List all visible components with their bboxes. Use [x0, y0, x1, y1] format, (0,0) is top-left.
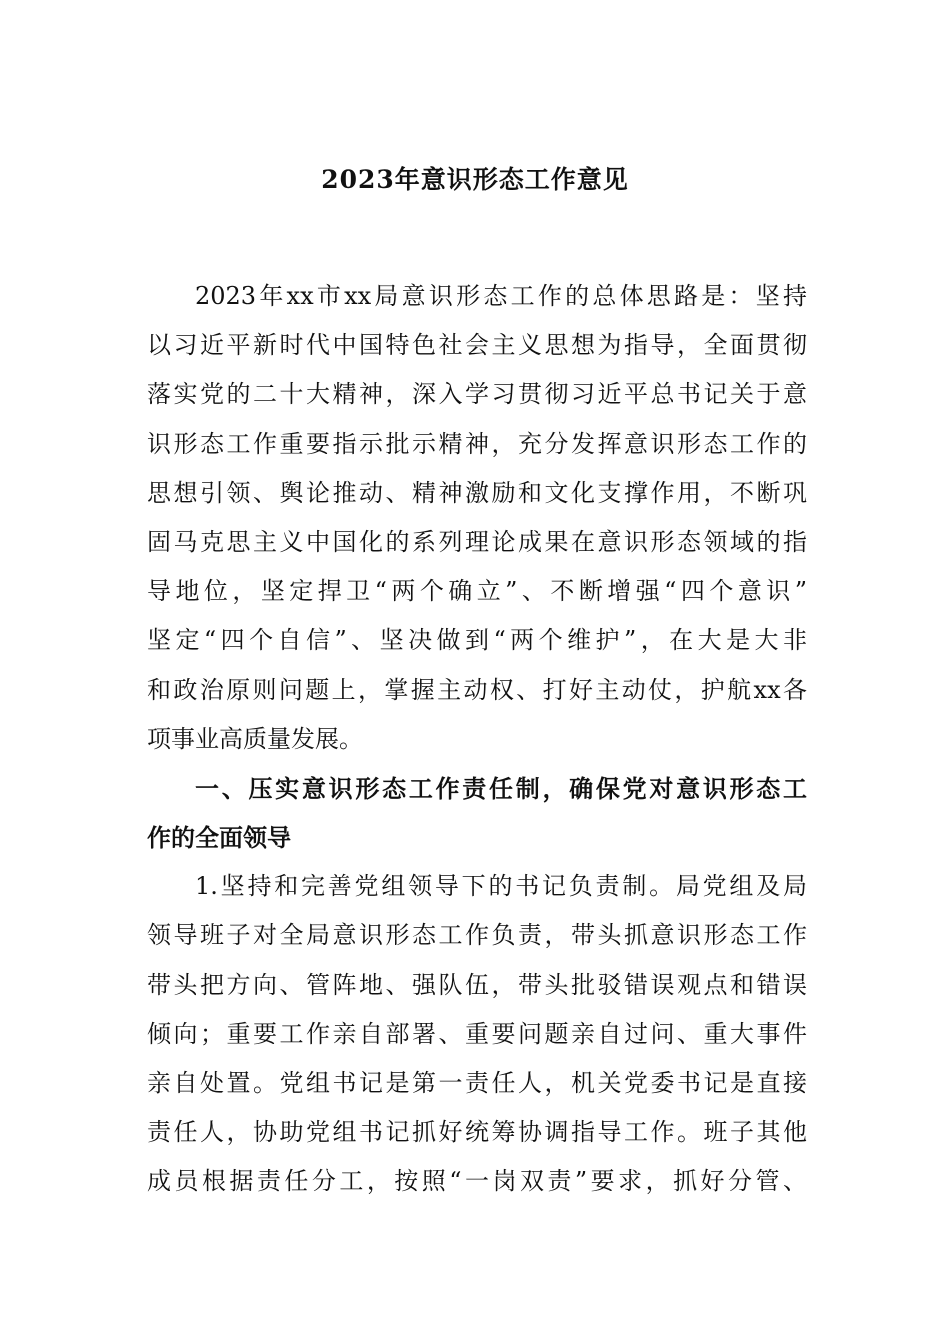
paragraph-item-1	[147, 862, 807, 1206]
document-body	[147, 272, 807, 1207]
heading-line: 一、压实意识形态工作责任制，确保党对意识形态工	[195, 773, 807, 803]
text-line: 坚定“四个自信”、坚决做到“两个维护”，在大是大非	[147, 626, 807, 655]
text-line: 以习近平新时代中国特色社会主义思想为指导，全面贯彻	[147, 331, 807, 360]
text-line: 倾向；重要工作亲自部署、重要问题亲自过问、重大事件	[147, 1019, 807, 1048]
text-line: 责任人，协助党组书记抓好统筹协调指导工作。班子其他	[147, 1118, 807, 1147]
text-line: 2023年xx市xx局意识形态工作的总体思路是：坚持	[195, 282, 807, 310]
text-line: 导地位，坚定捍卫“两个确立”、不断增强“四个意识”	[147, 577, 807, 606]
text-line: 带头把方向、管阵地、强队伍，带头批驳错误观点和错误	[147, 970, 807, 999]
text-line: 1.坚持和完善党组领导下的书记负责制。局党组及局	[195, 872, 807, 901]
text-line: 项事业高质量发展。	[147, 724, 363, 753]
section-heading-1	[147, 764, 807, 862]
text-line: 识形态工作重要指示批示精神，充分发挥意识形态工作的	[147, 429, 807, 458]
text-line: 落实党的二十大精神，深入学习贯彻习近平总书记关于意	[147, 380, 807, 409]
text-line: 成员根据责任分工，按照“一岗双责”要求，抓好分管、	[147, 1167, 807, 1196]
text-line: 领导班子对全局意识形态工作负责，带头抓意识形态工作	[147, 921, 807, 950]
text-line: 固马克思主义中国化的系列理论成果在意识形态领域的指	[147, 527, 807, 556]
text-line: 思想引领、舆论推动、精神激励和文化支撑作用，不断巩	[147, 478, 807, 507]
text-line: 亲自处置。党组书记是第一责任人，机关党委书记是直接	[147, 1069, 807, 1097]
heading-line: 作的全面领导	[147, 823, 291, 853]
text-line: 和政治原则问题上，掌握主动权、打好主动仗，护航xx各	[147, 675, 807, 704]
document-title: 2023年意识形态工作意见	[321, 165, 629, 194]
paragraph-intro	[147, 272, 807, 764]
